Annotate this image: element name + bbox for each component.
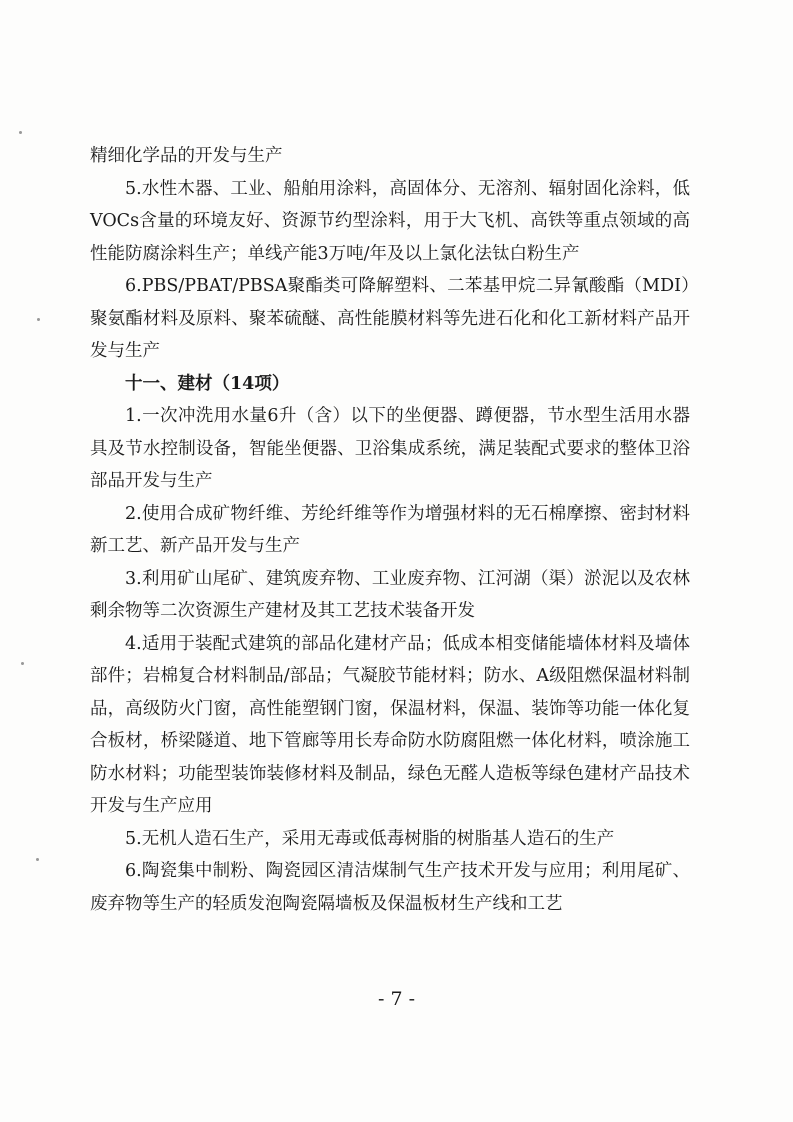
paragraph-item-6-ceramics: 6.陶瓷集中制粉、陶瓷园区清洁煤制气生产技术开发与应用；利用尾矿、废弃物等生产的轻质发泡陶瓷隔墙板及保温板材生产线和工艺 bbox=[90, 861, 690, 914]
paragraph-item-3-recycled: 3.利用矿山尾矿、建筑废弃物、工业废弃物、江河湖（渠）淤泥以及农林剩余物等二次资源生产建材及其工艺技术装备开发 bbox=[90, 568, 690, 621]
paragraph-continuation: 精细化学品的开发与生产 bbox=[90, 146, 283, 166]
paragraph-item-4-prefab: 4.适用于装配式建筑的部品化建材产品；低成本相变储能墙体材料及墙体部件；岩棉复合材料制品/部品；气凝胶节能材料；防水、A级阻燃保温材料制品，高级防火门窗，高性能塑钢门窗，保温材料，保温、装饰等功能一体化复合板材，桥梁隧道、地下管廊等用长寿命防水防腐阻燃一体化材料，喷涂施工防水材料；功能型装饰装修材料及制品，绿色无醛人造板等绿色建材产品技术开发与生产应用 bbox=[90, 633, 690, 816]
scan-speck bbox=[37, 318, 40, 321]
scan-speck bbox=[21, 662, 24, 665]
paragraph-item-1-sanitary: 1.一次冲洗用水量6升（含）以下的坐便器、蹲便器，节水型生活用水器具及节水控制设备，智能坐便器、卫浴集成系统，满足装配式要求的整体卫浴部品开发与生产 bbox=[90, 406, 690, 491]
section-heading-building-materials: 十一、建材（14项） bbox=[125, 373, 290, 394]
paragraph-item-6-plastics: 6.PBS/PBAT/PBSA聚酯类可降解塑料、二苯基甲烷二异氰酸酯（MDI）聚氨酯材料及原料、聚苯硫醚、高性能膜材料等先进石化和化工新材料产品开发与生产 bbox=[90, 276, 690, 361]
page-number: - 7 - bbox=[377, 988, 415, 1010]
paragraph-item-2-friction: 2.使用合成矿物纤维、芳纶纤维等作为增强材料的无石棉摩擦、密封材料新工艺、新产品开发与生产 bbox=[90, 503, 690, 556]
document-body bbox=[90, 140, 690, 920]
paragraph-item-5-artificial-stone: 5.无机人造石生产，采用无毒或低毒树脂的树脂基人造石的生产 bbox=[125, 828, 615, 849]
paragraph-item-5-coatings: 5.水性木器、工业、船舶用涂料，高固体分、无溶剂、辐射固化涂料，低VOCs含量的环境友好、资源节约型涂料，用于大飞机、高铁等重点领域的高性能防腐涂料生产；单线产能3万吨/年及以上氯化法钛白粉生产 bbox=[90, 178, 690, 264]
scan-speck bbox=[36, 858, 39, 861]
scan-speck bbox=[19, 131, 22, 134]
